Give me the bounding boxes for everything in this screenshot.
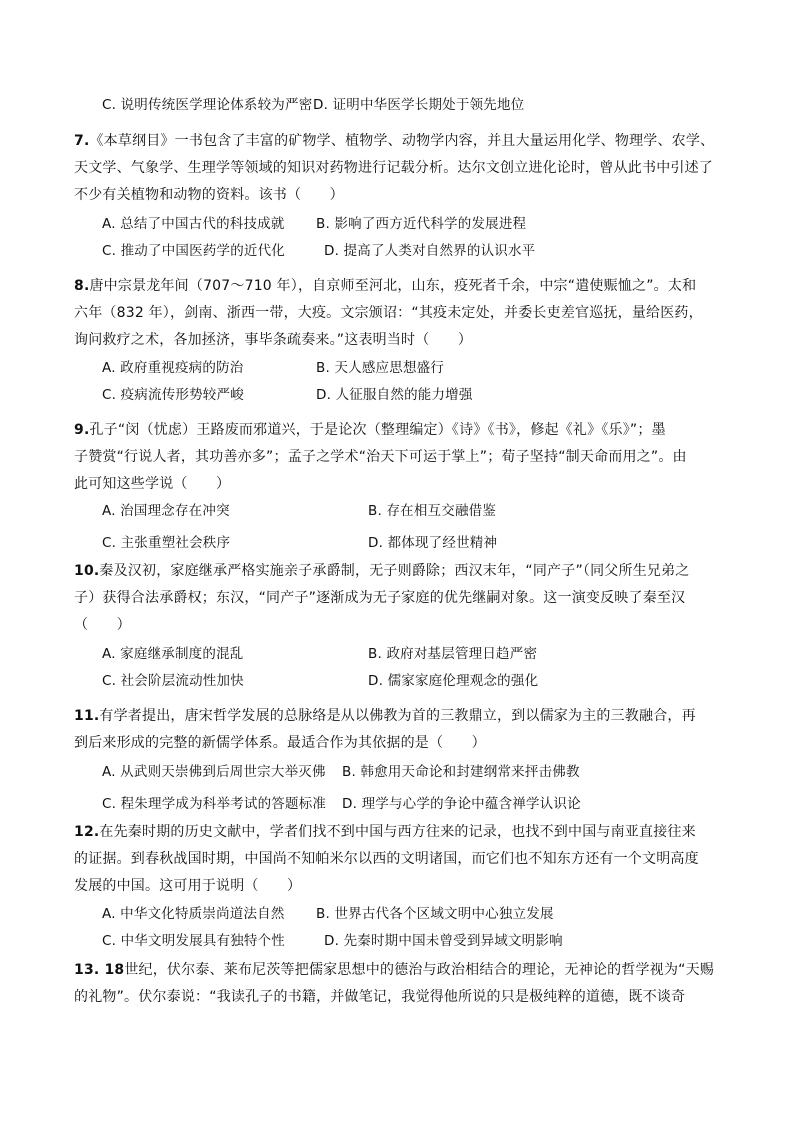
q10-number: 10. (74, 563, 100, 579)
q12-number: 12. (74, 824, 100, 840)
q9-stem-line3: 此可知这些学说（ ） (74, 476, 231, 492)
q10-option-c[interactable]: C. 社会阶层流动性加快 (102, 673, 244, 689)
q8-option-b[interactable]: B. 天人感应思想盛行 (316, 360, 445, 376)
q7-option-c[interactable]: C. 推动了中国医药学的近代化 (102, 243, 286, 259)
q12-stem-line3: 发展的中国。这可用于说明（ ） (74, 878, 302, 894)
q11-option-d[interactable]: D. 理学与心学的争论中蕴含禅学认识论 (342, 796, 581, 812)
q11-option-c[interactable]: C. 程朱理学成为科举考试的答题标准 (102, 796, 327, 812)
q6-option-c[interactable]: C. 说明传统医学理论体系较为严密 (102, 97, 313, 113)
q8-stem-line2: 六年（832 年），剑南、浙西一带，大疫。文宗颁诏：“其疫未定处，并委长吏差官巡抚，量给医药， (74, 305, 703, 321)
q8-option-c[interactable]: C. 疫病流传形势较严峻 (102, 387, 244, 403)
q7-number: 7. (74, 133, 90, 149)
q13-number: 13. 18 (74, 962, 125, 978)
q12-option-b[interactable]: B. 世界古代各个区域文明中心独立发展 (316, 906, 554, 922)
q7-stem-line2: 天文学、气象学、生理学等领域的知识对药物进行记载分析。达尔文创立进化论时，曾从此书中引述了 (74, 160, 713, 176)
q7-option-a[interactable]: A. 总结了中国古代的科技成就 (102, 216, 285, 232)
q11-stem-line2: 到后来形成的完整的新儒学体系。最适合作为其依据的是（ ） (74, 735, 486, 751)
q12-stem-line2: 的证据。到春秋战国时期，中国尚不知帕米尔以西的文明诸国，而它们也不知东方还有一个文明高度 (74, 851, 699, 867)
q11-stem-line1: 11.有学者提出，唐宋哲学发展的总脉络是从以佛教为首的三教鼎立，到以儒家为主的三教融合，再 (74, 708, 696, 724)
q9-stem-line1: 9.孔子“闵（忧虑）王路废而邪道兴，于是论次（整理编定）《诗》《书》，修起《礼》《乐》”；墨 (74, 422, 666, 438)
q12-option-d[interactable]: D. 先秦时期中国未曾受到异域文明影响 (324, 933, 563, 949)
q8-stem-line1: 8.唐中宗景龙年间（707～710 年），自京师至河北，山东，疫死者千余，中宗“遣使赈恤之”。太和 (74, 278, 697, 294)
q10-option-a[interactable]: A. 家庭继承制度的混乱 (102, 646, 244, 662)
q13-stem-line2: 的礼物”。伏尔泰说：“我读孔子的书籍，并做笔记，我觉得他所说的只是极纯粹的道德，既不谈奇 (74, 989, 686, 1005)
q12-option-c[interactable]: C. 中华文明发展具有独特个性 (102, 933, 286, 949)
q7-stem-line3: 不少有关植物和动物的资料。该书（ ） (74, 187, 344, 203)
q9-option-c[interactable]: C. 主张重塑社会秩序 (102, 535, 231, 551)
q10-option-b[interactable]: B. 政府对基层管理日趋严密 (368, 646, 538, 662)
q6-option-d[interactable]: D. 证明中华医学长期处于领先地位 (313, 97, 525, 113)
q9-number: 9. (74, 422, 90, 438)
q11-number: 11. (74, 708, 100, 724)
q8-option-a[interactable]: A. 政府重视疫病的防治 (102, 360, 244, 376)
q10-stem-line3: （ ） (74, 617, 131, 633)
q8-stem-line3: 询问救疗之术，各加拯济，事毕条疏奏来。”这表明当时（ ） (74, 332, 473, 348)
q10-stem-line2: 子）获得合法承爵权；东汉，“同产子”逐渐成为无子家庭的优先继嗣对象。这一演变反映了秦至汉 (74, 590, 686, 606)
q12-stem-line1: 12.在先秦时期的历史文献中，学者们找不到中国与西方往来的记录，也找不到中国与南亚直接往来 (74, 824, 696, 840)
q11-option-b[interactable]: B. 韩愈用天命论和封建纲常来抨击佛教 (342, 764, 580, 780)
q12-option-a[interactable]: A. 中华文化特质崇尚道法自然 (102, 906, 285, 922)
q9-stem-line2: 子赞赏“行说人者，其功善亦多”；孟子之学术“治天下可运于掌上”；荀子坚持“制天命而用之”。由 (74, 449, 687, 465)
q7-option-b[interactable]: B. 影响了西方近代科学的发展进程 (316, 216, 527, 232)
q10-stem-line1: 10.秦及汉初，家庭继承严格实施亲子承爵制，无子则爵除；西汉末年，“同产子”（同父所生兄弟之 (74, 563, 690, 579)
q7-stem-line1: 7.《本草纲目》一书包含了丰富的矿物学、植物学、动物学内容，并且大量运用化学、物理学、农学、 (74, 133, 715, 149)
q8-number: 8. (74, 278, 90, 294)
q8-option-d[interactable]: D. 人征服自然的能力增强 (316, 387, 473, 403)
q11-option-a[interactable]: A. 从武则天崇佛到后周世宗大举灭佛 (102, 764, 326, 780)
q9-option-a[interactable]: A. 治国理念存在冲突 (102, 503, 230, 519)
q10-option-d[interactable]: D. 儒家家庭伦理观念的强化 (368, 673, 539, 689)
q13-stem-line1: 13. 18世纪，伏尔泰、莱布尼茨等把儒家思想中的德治与政治相结合的理论，无神论的哲学视为“天赐 (74, 962, 715, 978)
q9-option-d[interactable]: D. 都体现了经世精神 (368, 535, 498, 551)
q7-option-d[interactable]: D. 提高了人类对自然界的认识水平 (324, 243, 536, 259)
q9-option-b[interactable]: B. 存在相互交融借鉴 (368, 503, 497, 519)
